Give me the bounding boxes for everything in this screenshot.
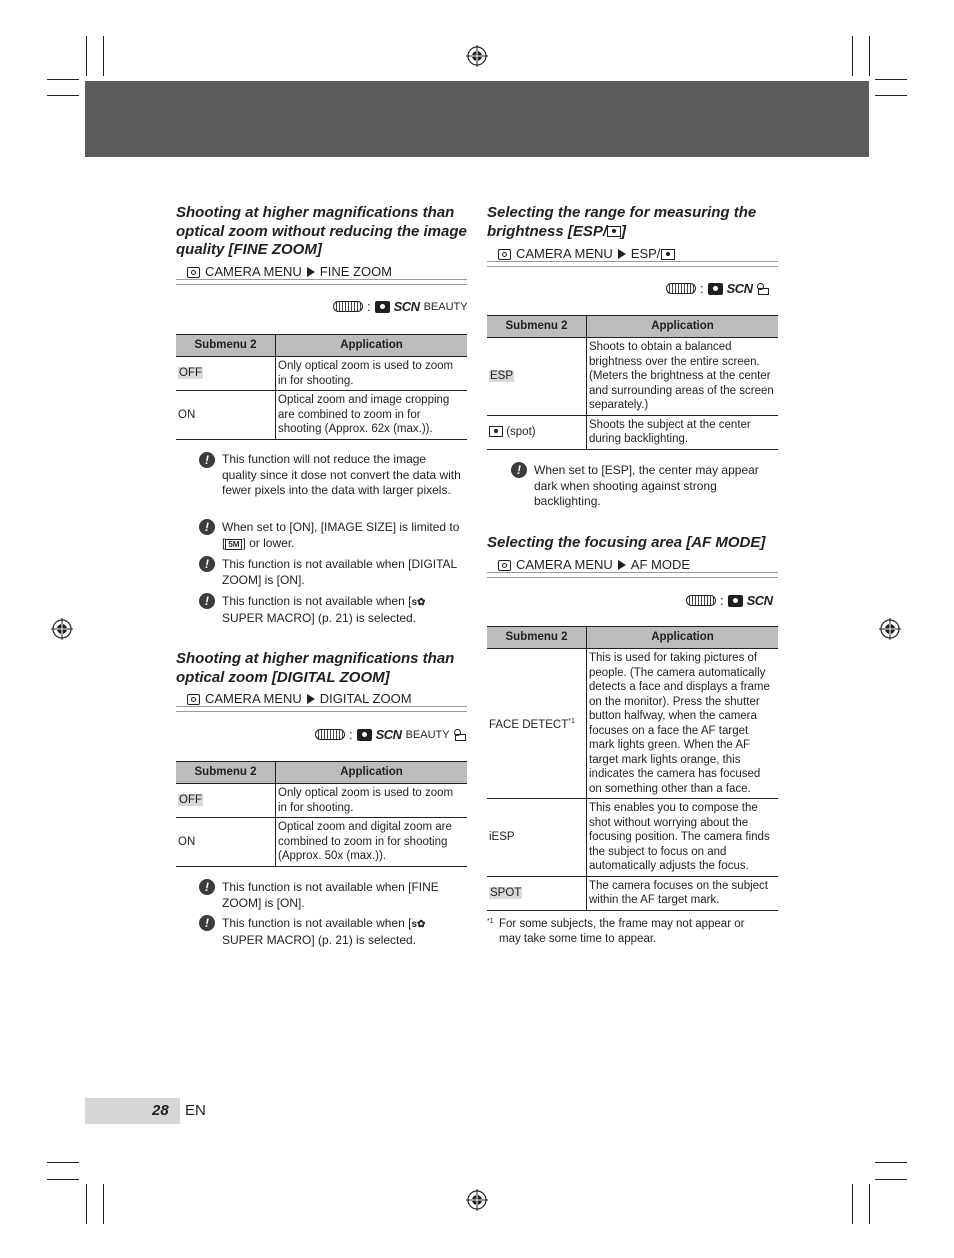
shooting-modes: : SCN <box>666 281 769 296</box>
camera-mode-icon <box>375 301 390 313</box>
note-text: When set to [ESP], the center may appear dark when shooting against strong backlighting. <box>534 463 759 508</box>
registration-mark-left <box>51 618 73 640</box>
application-text: Only optical zoom is used to zoom in for shooting. <box>276 784 468 818</box>
footnote-mark: *1 <box>487 918 494 925</box>
beauty-mode-label: BEAUTY <box>423 300 468 313</box>
menu-path-b: DIGITAL ZOOM <box>319 691 412 706</box>
page-number: 28 <box>152 1102 169 1119</box>
super-macro-icon: s✿ <box>411 597 426 608</box>
table-row <box>487 799 778 877</box>
table-row <box>176 357 467 391</box>
mode-dial-icon <box>686 595 716 606</box>
note-text: This function is not available when [FINE ZOOM] is [ON]. <box>222 880 439 910</box>
registration-mark-right <box>879 618 901 640</box>
image-size-5m-icon: 5M <box>225 539 242 550</box>
page-language: EN <box>185 1102 206 1119</box>
footnote-ref: *1 <box>568 717 575 725</box>
application-text: Only optical zoom is used to zoom in for shooting. <box>276 357 468 391</box>
arrow-right-icon <box>307 694 315 704</box>
menu-path-a: CAMERA MENU <box>516 246 613 261</box>
table-header: Submenu 2 <box>487 316 587 338</box>
shooting-modes: : SCN BEAUTY <box>333 299 468 314</box>
scn-mode-label: SCN <box>393 299 420 314</box>
arrow-right-icon <box>618 560 626 570</box>
scn-mode-label: SCN <box>726 281 753 296</box>
submenu-value: OFF <box>179 367 202 380</box>
warning-icon: ! <box>199 593 215 609</box>
menu-path-b: ESP/ <box>630 246 661 261</box>
table-row <box>176 818 467 867</box>
spot-metering-icon <box>661 249 675 260</box>
application-text: The camera focuses on the subject within the AF target mark. <box>587 876 779 910</box>
fine-zoom-table <box>176 334 467 440</box>
menu-path-a: CAMERA MENU <box>205 691 302 706</box>
menu-path-fine-zoom <box>187 264 392 280</box>
application-text: Optical zoom and digital zoom are combined to zoom in for shooting (Approx. 50x (max.)). <box>276 818 468 867</box>
menu-path-a: CAMERA MENU <box>516 557 613 572</box>
spot-metering-icon <box>489 426 503 437</box>
menu-path-digital-zoom <box>187 691 412 707</box>
camera-mode-icon <box>728 595 743 607</box>
digital-zoom-table <box>176 761 467 867</box>
application-text: Shoots the subject at the center during backlighting. <box>587 415 779 449</box>
esp-table <box>487 315 778 450</box>
header-band <box>85 81 869 157</box>
submenu-value: FACE DETECT <box>489 718 569 731</box>
beauty-mode-label: BEAUTY <box>405 728 450 741</box>
section-title-digital-zoom: Shooting at higher magnifications than optical zoom [DIGITAL ZOOM] <box>176 650 455 686</box>
application-text: Optical zoom and image cropping are combined to zoom in for shooting (Approx. 62x (max.)). <box>276 391 468 440</box>
table-header: Submenu 2 <box>176 335 276 357</box>
submenu-value: ON <box>176 391 276 440</box>
application-text: This is used for taking pictures of people. (The camera automatically detects a face and displays a frame on the monitor). Press the shutter button halfway, when the camera focuses on a face the AF target mark lights green. When the AF target mark lights orange, this indicates the camera has focused on something other than a face. <box>587 649 779 799</box>
mode-dial-icon <box>315 729 345 740</box>
table-row <box>487 876 778 910</box>
menu-path-af-mode <box>498 557 690 573</box>
table-header: Application <box>587 627 779 649</box>
camera-menu-icon <box>187 694 200 705</box>
note-text: This function is not available when [DIGITAL ZOOM] is [ON]. <box>222 557 457 587</box>
spot-metering-icon <box>607 226 621 237</box>
menu-rule <box>487 261 778 267</box>
table-header: Application <box>276 762 468 784</box>
menu-path-a: CAMERA MENU <box>205 264 302 279</box>
arrow-right-icon <box>307 267 315 277</box>
registration-mark-top <box>466 45 488 67</box>
warning-icon: ! <box>199 452 215 468</box>
application-text: Shoots to obtain a balanced brightness over the entire screen. (Meters the brightness at the center and surrounding areas of the screen separately.) <box>587 338 779 416</box>
camera-mode-icon <box>708 283 723 295</box>
mode-dial-icon <box>333 301 363 312</box>
note-text: This function is not available when [s✿ SUPER MACRO] (p. 21) is selected. <box>222 916 426 947</box>
submenu-value: OFF <box>179 794 202 807</box>
section-title-af-mode: Selecting the focusing area [AF MODE] <box>487 534 766 551</box>
section-title-esp: Selecting the range for measuring the brightness [ESP/ ] <box>487 204 757 240</box>
registration-mark-bottom <box>466 1189 488 1211</box>
camera-menu-icon <box>498 249 511 260</box>
menu-path-esp <box>498 246 675 262</box>
scn-mode-label: SCN <box>375 727 402 742</box>
submenu-value: ON <box>176 818 276 867</box>
submenu-value: ESP <box>490 370 514 382</box>
menu-path-b: FINE ZOOM <box>319 264 393 279</box>
submenu-value: (spot) <box>506 425 536 438</box>
note-text: This function will not reduce the image quality since it dose not convert the data with fewer pixels into the data with larger pixels. <box>222 452 461 497</box>
table-header: Application <box>276 335 468 357</box>
menu-rule <box>176 706 467 712</box>
scn-mode-label: SCN <box>746 593 773 608</box>
table-row <box>176 784 467 818</box>
table-header: Submenu 2 <box>487 627 587 649</box>
section-title-fine-zoom: Shooting at higher magnifications than optical zoom without reducing the image quality [FINE ZOOM] <box>176 204 467 258</box>
camera-menu-icon <box>498 560 511 571</box>
movie-mode-icon <box>757 283 769 294</box>
af-mode-table <box>487 626 778 911</box>
menu-path-b: AF MODE <box>630 557 691 572</box>
warning-icon: ! <box>511 462 527 478</box>
camera-menu-icon <box>187 267 200 278</box>
table-row <box>487 649 778 799</box>
shooting-modes: : SCN BEAUTY <box>315 727 466 742</box>
table-row <box>176 391 467 440</box>
super-macro-icon: s✿ <box>411 919 426 930</box>
mode-dial-icon <box>666 283 696 294</box>
arrow-right-icon <box>618 249 626 259</box>
warning-icon: ! <box>199 556 215 572</box>
table-row <box>487 338 778 416</box>
note-text: This function is not available when [s✿ SUPER MACRO] (p. 21) is selected. <box>222 594 426 625</box>
warning-icon: ! <box>199 519 215 535</box>
warning-icon: ! <box>199 879 215 895</box>
table-header: Application <box>587 316 779 338</box>
camera-mode-icon <box>357 729 372 741</box>
submenu-value: SPOT <box>490 886 522 899</box>
table-row <box>487 415 778 449</box>
submenu-cell <box>487 649 587 799</box>
warning-icon: ! <box>199 915 215 931</box>
footnote-text: For some subjects, the frame may not appear or may take some time to appear. <box>499 918 745 945</box>
shooting-modes: : SCN <box>686 593 773 608</box>
movie-mode-icon <box>454 729 466 740</box>
note-text: When set to [ON], [IMAGE SIZE] is limited to [ 5M ] or lower. <box>222 520 460 550</box>
application-text: This enables you to compose the shot without worrying about the focusing position. The camera finds the subject to focus on and automatically adjusts the focus. <box>587 799 779 877</box>
submenu-value: iESP <box>487 799 587 877</box>
menu-rule <box>176 279 467 285</box>
table-header: Submenu 2 <box>176 762 276 784</box>
menu-rule <box>487 572 778 578</box>
